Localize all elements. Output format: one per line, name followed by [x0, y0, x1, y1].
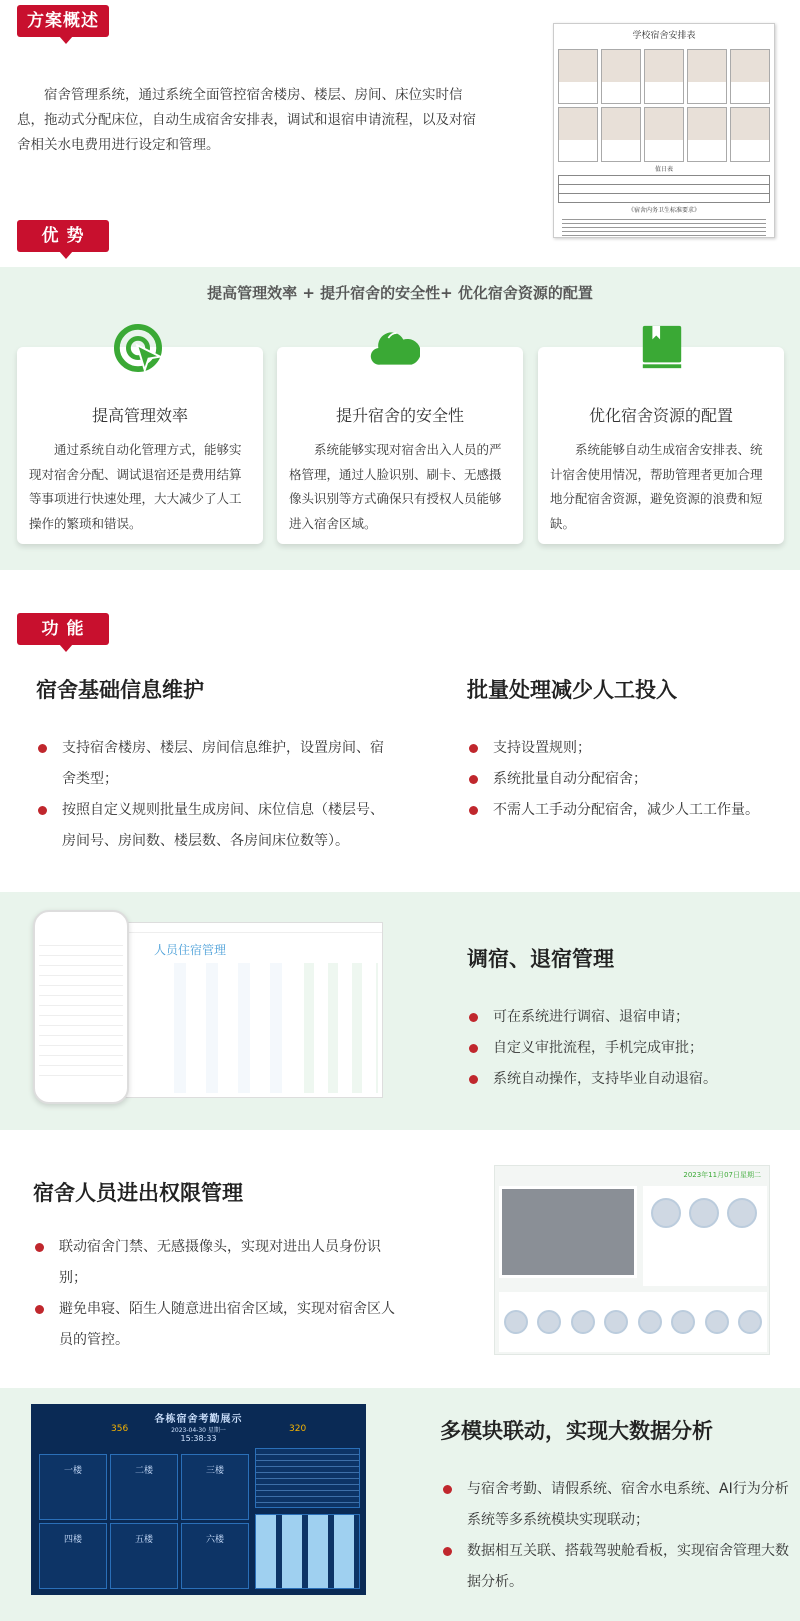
- card-text: 系统能够实现对宿舍出入人员的严格管理，通过人脸识别、刷卡、无感摄像头识别等方式确保只有授权人员能够进入宿舍区域。: [289, 442, 502, 531]
- floor-panel: 三楼: [181, 1454, 249, 1520]
- advantage-card-resources: [538, 347, 784, 544]
- dash-count-2: 320: [289, 1424, 307, 1434]
- feature-list: [467, 1002, 797, 1095]
- feature-list: [36, 733, 396, 857]
- feature-list: [33, 1232, 403, 1356]
- overview-tag: 方案概述: [17, 5, 109, 37]
- list-item: 数据相互关联、搭载驾驶舱看板，实现宿舍管理大数据分析。: [441, 1536, 791, 1598]
- list-item: 联动宿舍门禁、无感摄像头，实现对进出人员身份识别；: [33, 1232, 403, 1294]
- advantages-tag: 优 势: [17, 220, 109, 252]
- feature-title: 宿舍人员进出权限管理: [33, 1181, 243, 1205]
- feature-title: 多模块联动，实现大数据分析: [440, 1419, 713, 1443]
- list-item: 自定义审批流程，手机完成审批；: [467, 1033, 797, 1064]
- card-title: 提升宿舍的安全性: [335, 406, 464, 425]
- dash-count-1: 356: [111, 1424, 129, 1434]
- card-text: 系统能够自动生成宿舍安排表、统计宿舍使用情况，帮助管理者更加合理地分配宿舍资源，避免资源的浪费和短缺。: [550, 442, 763, 531]
- checkin-management-screenshot: [125, 922, 383, 1098]
- floor-panel: 四楼: [39, 1523, 107, 1589]
- screen-date: 2023年11月07日星期二: [683, 1171, 761, 1179]
- feature-list: [441, 1474, 791, 1598]
- advantages-headline: 提高管理效率 + 提升宿舍的安全性+ 优化宿舍资源的配置: [207, 284, 593, 302]
- feature-list: [467, 733, 797, 826]
- access-control-screenshot: [494, 1165, 770, 1355]
- attendance-dashboard-screenshot: [31, 1404, 366, 1595]
- list-item: 支持设置规则；: [467, 733, 797, 764]
- floor-panel: 二楼: [110, 1454, 178, 1520]
- target-cursor-icon: [113, 324, 163, 372]
- card-text: 通过系统自动化管理方式，能够实现对宿舍分配、调试退宿还是费用结算等事项进行快速处理，大大减少了人工操作的繁琐和错误。: [29, 442, 242, 531]
- advantage-card-safety: [277, 347, 523, 544]
- list-item: 与宿舍考勤、请假系统、宿舍水电系统、AI行为分析系统等多系统模块实现联动；: [441, 1474, 791, 1536]
- card-title: 提高管理效率: [91, 406, 188, 425]
- feature-title: 宿舍基础信息维护: [36, 678, 204, 702]
- card-title: 优化宿舍资源的配置: [588, 406, 733, 425]
- duty-label: 值日表: [654, 166, 673, 173]
- dorm-arrangement-sheet: [553, 23, 775, 238]
- list-item: 可在系统进行调宿、退宿申请；: [467, 1002, 797, 1033]
- phone-approval-screenshot: [33, 910, 129, 1104]
- floor-panel: 五楼: [110, 1523, 178, 1589]
- feature-title: 调宿、退宿管理: [467, 947, 614, 971]
- dash-date: 2023-04-30 星期一: [171, 1427, 226, 1434]
- screen-title: 人员住宿管理: [154, 943, 227, 957]
- floor-panel: 一楼: [39, 1454, 107, 1520]
- list-item: 按照自定义规则批量生成房间、床位信息（楼层号、房间号、房间数、楼层数、各房间床位数等）。: [36, 795, 396, 857]
- dash-title: 各栋宿舍考勤展示: [154, 1414, 243, 1425]
- list-item: 系统批量自动分配宿舍；: [467, 764, 797, 795]
- overview-text: 宿舍管理系统，通过系统全面管控宿舍楼房、楼层、房间、床位实时信息，拖动式分配床位，自动生成宿舍安排表，调试和退宿申请流程，以及对宿舍相关水电费用进行设定和管理。: [17, 87, 476, 153]
- dash-time: 15:38:33: [180, 1434, 217, 1443]
- rules-title: 《宿舍内务卫生标准要求》: [627, 207, 700, 214]
- cloud-icon: [370, 324, 420, 372]
- floor-panel: 六楼: [181, 1523, 249, 1589]
- list-item: 避免串寝、陌生人随意进出宿舍区域，实现对宿舍区人员的管控。: [33, 1294, 403, 1356]
- book-icon: [637, 324, 687, 372]
- advantage-card-efficiency: [17, 347, 263, 544]
- features-tag: 功 能: [17, 613, 109, 645]
- list-item: 系统自动操作，支持毕业自动退宿。: [467, 1064, 797, 1095]
- list-item: 支持宿舍楼房、楼层、房间信息维护，设置房间、宿舍类型；: [36, 733, 396, 795]
- feature-title: 批量处理减少人工投入: [467, 678, 677, 702]
- sheet-title: 学校宿舍安排表: [632, 31, 696, 41]
- list-item: 不需人工手动分配宿舍，减少人工工作量。: [467, 795, 797, 826]
